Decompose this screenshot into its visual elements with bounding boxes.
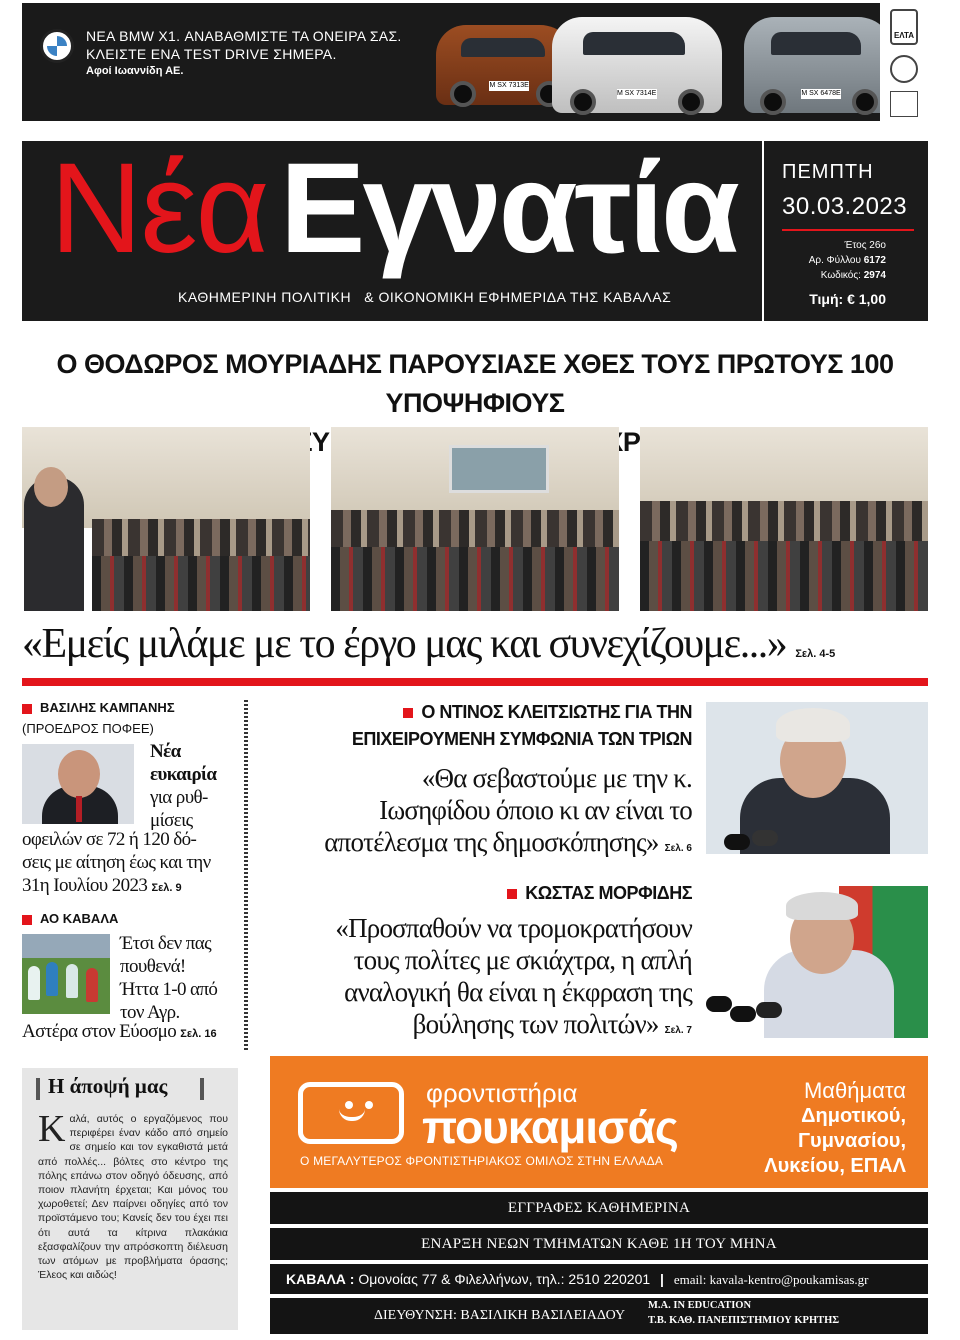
- ad-director-bar: [270, 1298, 928, 1334]
- ad-line-1: ΝΕΑ BMW X1. ΑΝΑΒΑΘΜΙΣΤΕ ΤΑ ΟΝΕΙΡΑ ΣΑΣ.: [86, 28, 402, 44]
- story-kleitsiotis-quote[interactable]: «Θα σεβαστούμε με την κ. Ιωσηφίδου όποιο κι αν είναι το αποτέλεσμα της δημοσκόπησης» Σελ. 6: [324, 763, 692, 857]
- issue-date: 30.03.2023: [782, 193, 908, 220]
- opinion-body: Καλά, αυτός ο εργαζόμενος που περιφέρει έναν κάδο από σημείο σε σημείο και τον εγκαθιστά μετά από πολλές... βόλτες στο κέντρο της πόλης επάνω στον οδηγό όδευσης, από ποιον πλανήτη έρχεται; Και μόνος του χωροθετεί; Δεν παίρνει οδηγίες από τον προϊστάμενο του; Κανείς δεν του έχει πει ότι αυτά τα κίτρινα πλακάκια εξασφαλίζουν την απρόσκοπτη διέλευση των ατόμων με προβλήματα όρασης; Έλεος και αιδώς!: [38, 1108, 228, 1282]
- red-square-icon: [22, 915, 32, 925]
- car-image-white: M SX 7314E: [552, 17, 722, 113]
- issue-number: Αρ. Φύλλου 6172: [808, 255, 886, 266]
- ad-lessons: Μαθήματα: [803, 1078, 906, 1103]
- elta-stamp-icon: ΕΛΤΑ: [890, 9, 918, 45]
- issue-year: Έτος 26ο: [844, 240, 886, 251]
- car-image-grey: M SX 6478E: [744, 17, 894, 113]
- photo-football: [22, 934, 110, 1014]
- issue-code: Κωδικός: 2974: [820, 270, 886, 281]
- story-morfidis-kicker[interactable]: ΚΩΣΤΑΣ ΜΟΡΦΙΔΗΣ: [270, 883, 692, 904]
- date-underline: [782, 229, 914, 231]
- ad-bar-registrations: ΕΓΓΡΑΦΕΣ ΚΑΘΗΜΕΡΙΝΑ: [270, 1192, 928, 1224]
- projection-screen: [449, 445, 549, 493]
- main-headline-line1: Ο ΘΟΔΩΡΟΣ ΜΟΥΡΙΑΔΗΣ ΠΑΡΟΥΣΙΑΣΕ ΧΘΕΣ ΤΟΥΣ ΠΡΩΤΟΥΣ 100 ΥΠΟΨΗΦΙΟΥΣ: [56, 349, 894, 419]
- ad-address-bar: ΚΑΒΑΛΑ : Ομονοίας 77 & Φιλελλήνων, τηλ.: 2510 220201 | email: kavala-kentro@poukamisas.gr: [270, 1264, 928, 1294]
- poukamisas-logo-icon: [298, 1082, 404, 1144]
- poukamisas-advertisement[interactable]: [270, 1056, 928, 1188]
- ad-director: ΔΙΕΥΘΥΝΣΗ: ΒΑΣΙΛΙΚΗ ΒΑΣΙΛΕΙΑΔΟΥ: [374, 1308, 626, 1323]
- postal-stamp: [880, 3, 928, 121]
- opinion-title: Η άποψή μας: [48, 1074, 168, 1098]
- column-divider: [244, 700, 248, 1050]
- red-divider: [22, 678, 928, 686]
- ad-email[interactable]: email: kavala-kentro@poukamisas.gr: [673, 1272, 869, 1287]
- story-aokavala-kicker[interactable]: ΑΟ ΚΑΒΑΛΑ: [22, 911, 118, 926]
- photo-audience: [640, 427, 928, 611]
- barcode-icon: [890, 91, 918, 117]
- main-quote[interactable]: [22, 620, 928, 668]
- masthead: [22, 137, 928, 321]
- seal-icon: [890, 55, 918, 83]
- ad-dealer: Αφοί Ιωαννίδη ΑΕ.: [86, 65, 184, 77]
- car-image-orange: M SX 7313E: [436, 25, 576, 105]
- story-kleitsiotis-kicker[interactable]: Ο ΝΤΙΝΟΣ ΚΛΕΙΤΣΙΩΤΗΣ ΓΙΑ ΤΗΝ ΕΠΙΧΕΙΡΟΥΜΕΝΗ ΣΥΜΦΩΝΙΑ ΤΩΝ ΤΡΙΩΝ: [351, 702, 692, 749]
- red-square-icon: [403, 708, 413, 718]
- red-square-icon: [22, 704, 32, 714]
- masthead-subtitle: ΚΑΘΗΜΕΡΙΝΗ ΠΟΛΙΤΙΚΗ & ΟΙΚΟΝΟΜΙΚΗ ΕΦΗΜΕΡΙΔΑ ΤΗΣ ΚΑΒΑΛΑΣ: [178, 289, 672, 305]
- ad-address: Ομονοίας 77 & Φιλελλήνων, τηλ.: 2510 220201: [358, 1271, 651, 1287]
- main-quote-text: «Εμείς μιλάμε με το έργο μας και συνεχίζουμε...»: [22, 621, 787, 667]
- ad-levels: Δημοτικού, Γυμνασίου, Λυκείου, ΕΠΑΛ: [764, 1105, 906, 1177]
- ad-line-2: ΚΛΕΙΣΤΕ ΕΝΑ TEST DRIVE ΣΗΜΕΡΑ.: [86, 46, 337, 62]
- ad-city: ΚΑΒΑΛΑ :: [286, 1271, 355, 1287]
- red-square-icon: [507, 889, 517, 899]
- ad-brand-small: φροντιστήρια: [426, 1078, 578, 1108]
- photo-hall: [331, 427, 619, 611]
- photo-morfidis: [706, 886, 928, 1038]
- issue-day: ΠΕΜΠΤΗ: [782, 161, 874, 183]
- opinion-box[interactable]: [22, 1068, 238, 1330]
- story-kampanis-role: (ΠΡΟΕΔΡΟΣ ΠΟΦΕΕ): [22, 721, 154, 736]
- main-page-ref: Σελ. 4-5: [795, 648, 836, 660]
- main-headline-line2: «ΣΥΓΧΡΟΝΟΥ: [541, 427, 718, 458]
- story-aokavala-text: Αστέρα στον Εύοσμο Σελ. 16: [22, 1021, 217, 1042]
- ad-degree-2: Τ.Β. ΚΑΘ. ΠΑΝΕΠΙΣΤΗΜΙΟΥ ΚΡΗΤΗΣ: [648, 1315, 840, 1326]
- story-aokavala-text-right: Έτσι δεν πας πουθενά! Ήττα 1-0 από τον Αγρ.: [120, 933, 218, 1023]
- portrait-kampanis: [22, 744, 134, 824]
- ad-brand-big: πουκαμισάς: [422, 1101, 678, 1153]
- bmw-logo-icon: [40, 29, 74, 63]
- ad-degree-1: M.A. IN EDUCATION: [648, 1300, 752, 1311]
- issue-price: Τιμή: € 1,00: [809, 291, 886, 307]
- story-kampanis-text: οφειλών σε 72 ή 120 δό- σεις με αίτηση έως και την 31η Ιουλίου 2023 Σελ. 9: [22, 829, 211, 896]
- ad-bar-new-classes: ΕΝΑΡΞΗ ΝΕΩΝ ΤΜΗΜΑΤΩΝ ΚΑΘΕ 1Η ΤΟΥ ΜΗΝΑ: [270, 1228, 928, 1260]
- story-kampanis-text-right: Νέα ευκαιρία για ρυθ- μίσεις: [150, 741, 217, 831]
- masthead-divider: [762, 141, 764, 321]
- opinion-drop-cap: Κ: [38, 1108, 66, 1150]
- top-advertisement[interactable]: [22, 3, 928, 121]
- photo-speaker: [22, 427, 310, 611]
- story-kampanis-kicker[interactable]: ΒΑΣΙΛΗΣ ΚΑΜΠΑΝΗΣ: [22, 700, 175, 715]
- masthead-nea: Νέα: [50, 137, 268, 280]
- photo-kleitsiotis: [706, 702, 928, 854]
- masthead-egnatia: Εγνατία: [280, 137, 737, 280]
- story-morfidis-quote[interactable]: «Προσπαθούν να τρομοκρατήσουν τους πολίτες με σκιάχτρα, η απλή αναλογική θα είναι η έκφραση της βούλησης των πολιτών» Σελ. 7: [335, 913, 692, 1039]
- ad-tagline: Ο ΜΕΓΑΛΥΤΕΡΟΣ ΦΡΟΝΤΙΣΤΗΡΙΑΚΟΣ ΟΜΙΛΟΣ ΣΤΗΝ ΕΛΛΑΔΑ: [300, 1154, 664, 1168]
